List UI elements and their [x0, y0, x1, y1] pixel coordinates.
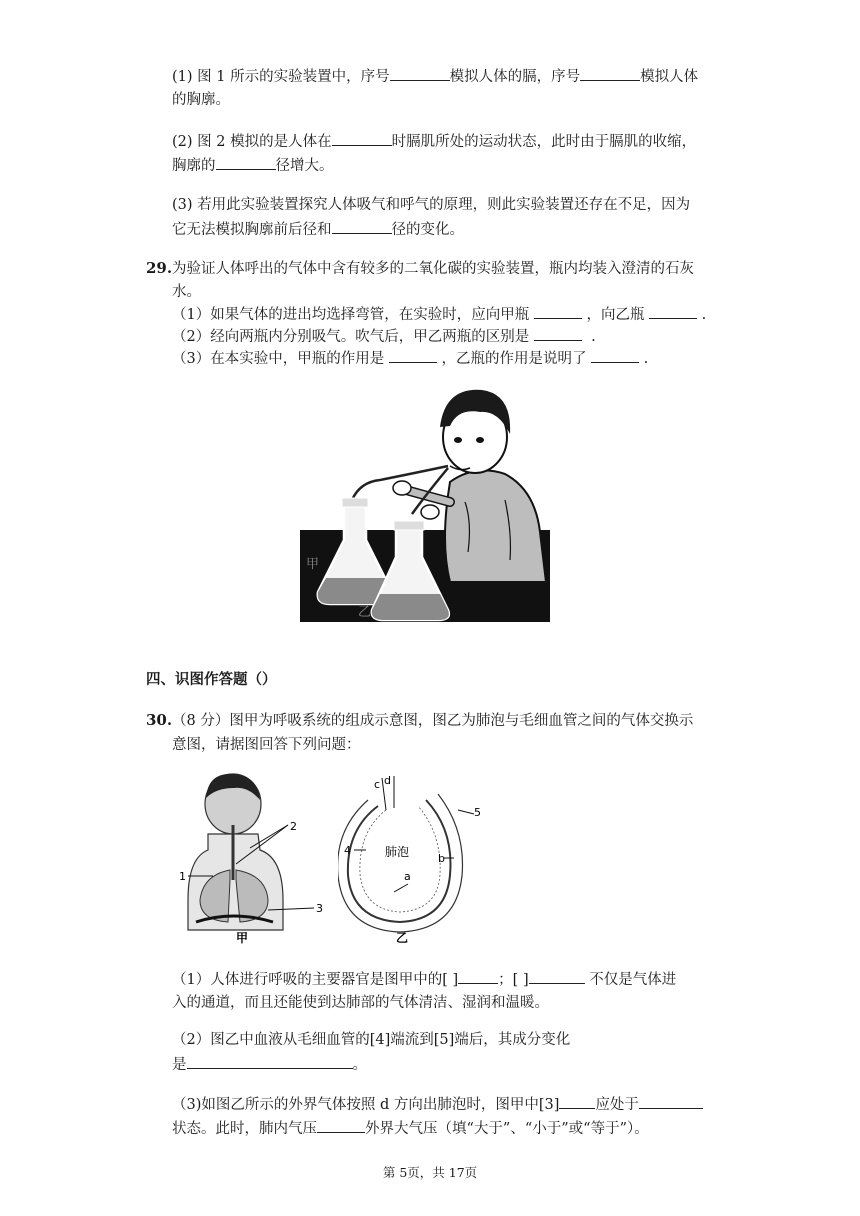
flask-yi-label: 乙	[358, 605, 372, 620]
answer-blank[interactable]	[580, 66, 640, 81]
q29-experiment-figure	[300, 382, 550, 622]
q30-sub3-line1: （3)如图乙所示的外界气体按照 d 方向出肺泡时，图甲中[3] 应处于	[172, 1094, 703, 1115]
flask-jia-label: 甲	[306, 557, 320, 572]
section-title: 四、识图作答题（）	[146, 671, 277, 688]
q28-part1-line2: 的胸廓。	[172, 92, 230, 108]
answer-blank[interactable]	[317, 1118, 365, 1133]
figure-yi-alveolus-capillary	[338, 770, 498, 945]
q28-part3-line2: 它无法模拟胸廓前后径和 径的变化。	[172, 219, 464, 240]
q30-sub2-line1: （2）图乙中血液从毛细血管的[4]端流到[5]端后，其成分变化	[172, 1032, 571, 1048]
q29-sub1: （1）如果气体的进出均选择弯管，在实验时，应向甲瓶 ，向乙瓶 .	[172, 304, 706, 325]
figure-jia-label: 甲	[236, 931, 249, 945]
q29-stem-line1: 为验证人体呼出的气体中含有较多的二氧化碳的实验装置，瓶内均装入澄清的石灰	[172, 261, 694, 277]
answer-blank[interactable]	[649, 304, 697, 319]
page-footer: 第 5页，共 17页	[382, 1165, 478, 1180]
label-3: 3	[316, 902, 323, 915]
q28-part1-line1: (1) 图 1 所示的实验装置中，序号 模拟人体的膈，序号 模拟人体	[172, 66, 698, 87]
label-1: 1	[179, 870, 186, 883]
answer-blank[interactable]	[458, 969, 498, 984]
alveolus-label: 肺泡	[385, 845, 410, 859]
answer-blank[interactable]	[187, 1054, 353, 1069]
q30-sub1-line2: 入的通道，而且还能使到达肺部的气体清洁、湿润和温暖。	[172, 995, 549, 1011]
answer-blank[interactable]	[332, 131, 392, 146]
answer-blank[interactable]	[216, 155, 276, 170]
question-number: 30.	[146, 711, 173, 729]
q29-sub3: （3）在本实验中，甲瓶的作用是 ，乙瓶的作用是说明了 .	[172, 348, 648, 369]
answer-blank[interactable]	[389, 348, 437, 363]
q28-part2-line2: 胸廓的 径增大。	[172, 155, 334, 176]
answer-blank[interactable]	[559, 1094, 595, 1109]
label-c: c	[374, 778, 381, 791]
answer-blank[interactable]	[534, 304, 582, 319]
q29-stem-line2: 水。	[172, 284, 201, 300]
q30-sub2-line2: 是 。	[172, 1054, 367, 1075]
boy-body	[445, 470, 546, 582]
answer-blank[interactable]	[390, 66, 450, 81]
answer-blank[interactable]	[639, 1094, 703, 1109]
q29-sub2: （2）经向两瓶内分别吸气。吹气后，甲乙两瓶的区别是 .	[172, 326, 596, 347]
q30-stem-line2: 意图，请据图回答下列问题：	[172, 737, 361, 753]
label-b: b	[438, 852, 445, 865]
answer-blank[interactable]	[332, 219, 392, 234]
label-5: 5	[474, 806, 481, 819]
answer-blank[interactable]	[534, 326, 582, 341]
q30-stem-line1: （8 分）图甲为呼吸系统的组成示意图，图乙为肺泡与毛细血管之间的气体交换示	[172, 713, 694, 729]
label-d: d	[384, 774, 391, 787]
q30-sub1-line1: （1）人体进行呼吸的主要器官是图甲中的[ ] ；[ ] 不仅是气体进	[172, 969, 676, 990]
q30-sub3-line2: 状态。此时，肺内气压 外界大气压（填“大于”、“小于”或“等于”）。	[172, 1118, 649, 1139]
figure-jia-respiratory-system	[178, 770, 328, 945]
figure-yi-label: 乙	[396, 931, 409, 945]
label-a: a	[404, 870, 411, 883]
answer-blank[interactable]	[591, 348, 639, 363]
label-4: 4	[344, 844, 351, 857]
question-number: 29.	[146, 259, 173, 277]
q28-part2-line1: (2) 图 2 模拟的是人体在 时膈肌所处的运动状态，此时由于膈肌的收缩，	[172, 131, 696, 152]
answer-blank[interactable]	[529, 969, 585, 984]
label-2: 2	[290, 820, 297, 833]
q28-part3-line1: (3) 若用此实验装置探究人体吸气和呼气的原理，则此实验装置还存在不足，因为	[172, 197, 691, 213]
